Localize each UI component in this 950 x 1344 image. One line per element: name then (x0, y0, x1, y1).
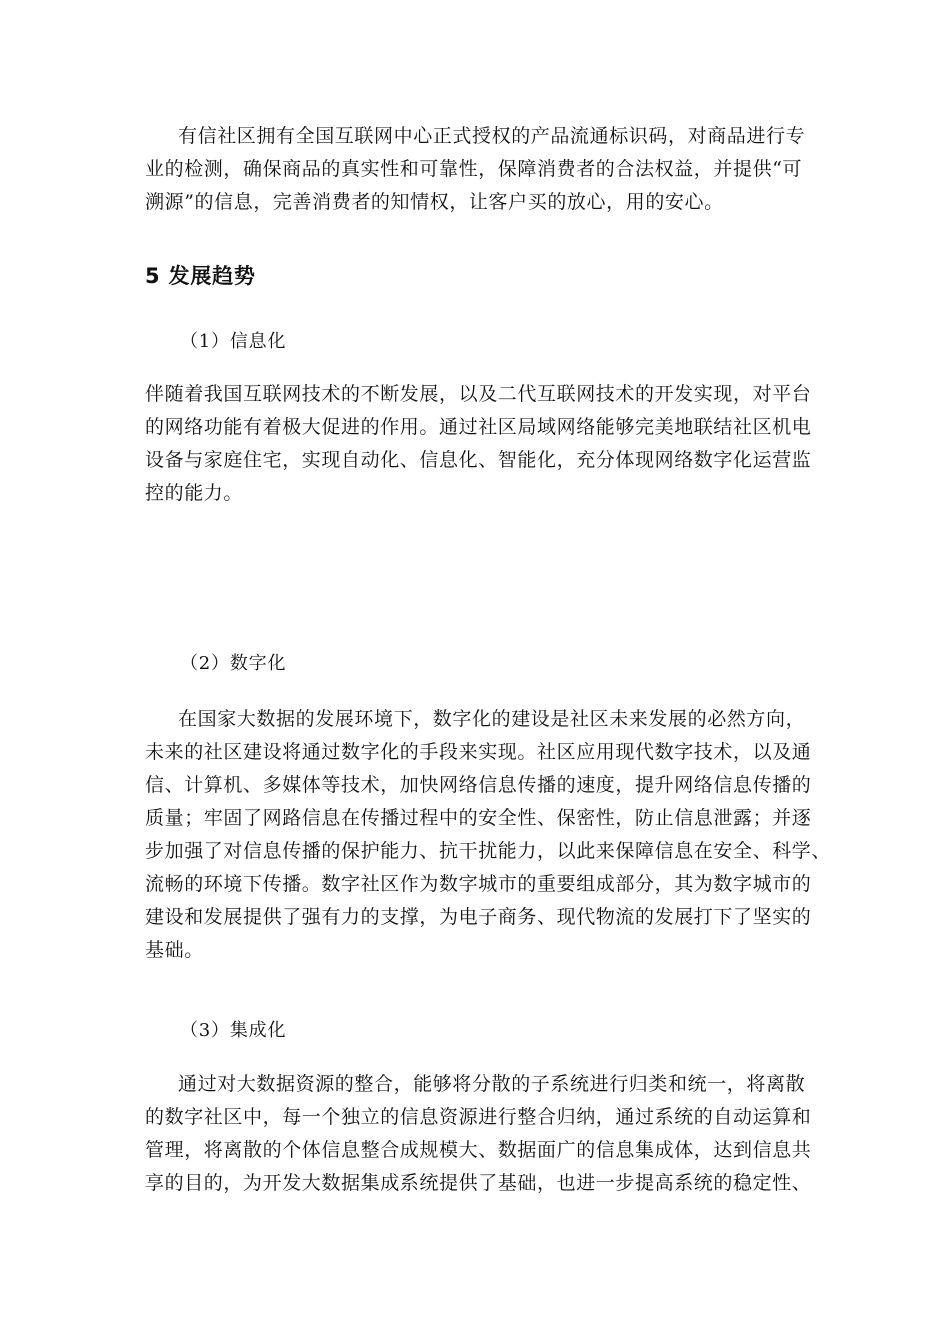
paragraph-line: 业的检测，确保商品的真实性和可靠性，保障消费者的合法权益，并提供“可 (145, 158, 803, 180)
section-heading: 5 发展趋势 (145, 264, 256, 288)
paragraph-line: 流畅的环境下传播。数字社区作为数字城市的重要组成部分，其为数字城市的 (145, 873, 812, 895)
paragraph-line: 质量；牢固了网路信息在传播过程中的安全性、保密性，防止信息泄露；并逐 (145, 807, 812, 829)
paragraph-line: 的网络功能有着极大促进的作用。通过社区局域网络能够完美地联结社区机电 (145, 416, 812, 438)
paragraph-line: 的数字社区中，每一个独立的信息资源进行整合归纳，通过系统的自动运算和 (145, 1106, 812, 1128)
paragraph-line: 基础。 (145, 939, 204, 961)
paragraph-line: 步加强了对信息传播的保护能力、抗干扰能力，以此来保障信息在安全、科学、 (145, 840, 832, 862)
paragraph-line: 有信社区拥有全国互联网中心正式授权的产品流通标识码，对商品进行专 (178, 125, 806, 147)
paragraph-line: 信、计算机、多媒体等技术，加快网络信息传播的速度，提升网络信息传播的 (145, 774, 812, 796)
paragraph-line: 设备与家庭住宅，实现自动化、信息化、智能化，充分体现网络数字化运营监 (145, 449, 812, 471)
paragraph-line: 建设和发展提供了强有力的支撑，为电子商务、现代物流的发展打下了坚实的 (145, 906, 812, 928)
paragraph-line: 溯源”的信息，完善消费者的知情权，让客户买的放心，用的安心。 (145, 191, 724, 213)
paragraph-line: 在国家大数据的发展环境下，数字化的建设是社区未来发展的必然方向， (178, 708, 806, 730)
informatization-paragraph (145, 378, 810, 510)
paragraph-line: 享的目的，为开发大数据集成系统提供了基础，也进一步提高系统的稳定性、 (145, 1172, 812, 1194)
paragraph-line: 通过对大数据资源的整合，能够将分散的子系统进行归类和统一，将离散 (178, 1073, 806, 1095)
subheading-digitalization: （2）数字化 (180, 653, 287, 674)
digitalization-paragraph (145, 703, 832, 967)
integration-paragraph (145, 1068, 810, 1200)
paragraph-line: 控的能力。 (145, 482, 244, 504)
subheading-integration: （3）集成化 (180, 1020, 287, 1041)
intro-paragraph (145, 120, 810, 219)
paragraph-line: 未来的社区建设将通过数字化的手段来实现。社区应用现代数字技术，以及通 (145, 741, 812, 763)
paragraph-line: 伴随着我国互联网技术的不断发展，以及二代互联网技术的开发实现，对平台 (145, 383, 812, 405)
subheading-informatization: （1）信息化 (180, 331, 287, 352)
paragraph-line: 管理，将离散的个体信息整合成规模大、数据面广的信息集成体，达到信息共 (145, 1139, 812, 1161)
